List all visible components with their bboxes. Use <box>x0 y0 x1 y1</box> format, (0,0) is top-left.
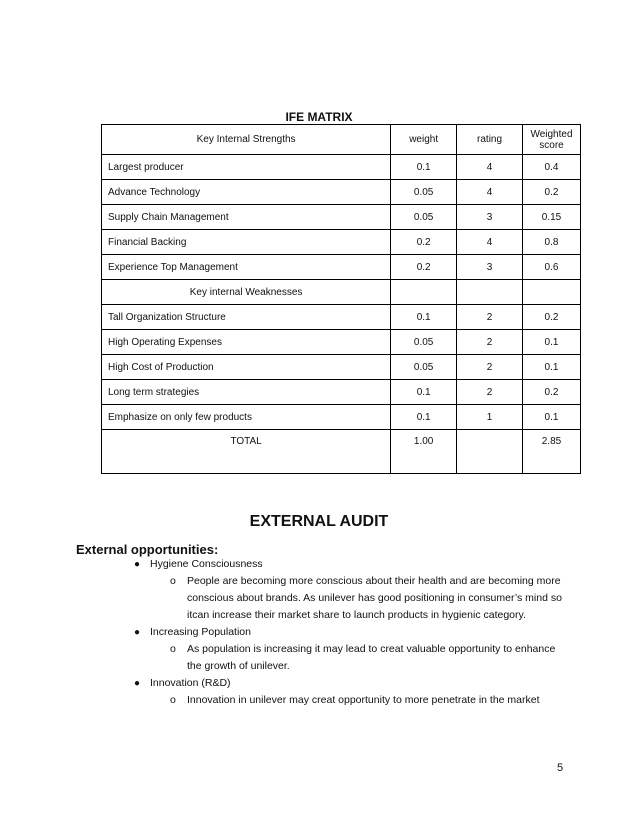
circle-bullet-icon: o <box>170 575 176 587</box>
bullet-icon: ● <box>134 559 141 570</box>
circle-bullet-icon: o <box>170 694 176 706</box>
score-cell: 0.2 <box>522 305 580 330</box>
header-factor: Key Internal Strengths <box>102 125 391 155</box>
weight-cell: 0.1 <box>391 155 457 180</box>
item-label: Hygiene Consciousness <box>150 558 263 570</box>
table-row <box>102 305 581 330</box>
score-cell: 0.2 <box>522 180 580 205</box>
total-row <box>102 430 581 474</box>
factor-cell: Tall Organization Structure <box>102 305 391 330</box>
score-cell: 0.4 <box>522 155 580 180</box>
list-item <box>0 624 638 641</box>
table-row <box>102 380 581 405</box>
weight-cell: 0.05 <box>391 180 457 205</box>
factor-cell: High Operating Expenses <box>102 330 391 355</box>
weight-cell: 0.05 <box>391 355 457 380</box>
score-cell: 0.2 <box>522 380 580 405</box>
empty-cell <box>522 280 580 305</box>
empty-cell <box>457 430 523 474</box>
table-row <box>102 230 581 255</box>
weight-cell: 0.1 <box>391 405 457 430</box>
score-cell: 0.1 <box>522 330 580 355</box>
item-detail: As population is increasing it may lead to creat valuable opportunity to enhance the growth of unilever. <box>187 643 556 672</box>
rating-cell: 2 <box>457 330 523 355</box>
header-rating: rating <box>457 125 523 155</box>
rating-cell: 2 <box>457 380 523 405</box>
ife-matrix-title: IFE MATRIX <box>285 110 353 124</box>
table-row <box>102 155 581 180</box>
table-row <box>102 255 581 280</box>
item-detail: People are becoming more conscious about their health and are becoming more conscious about brands. As unilever has good positioning in consumer’s mind so itcan increase their market share to launch products in hygienic category. <box>187 575 562 621</box>
page-number: 5 <box>557 762 564 774</box>
weight-cell: 0.2 <box>391 230 457 255</box>
list-subitem <box>0 692 638 709</box>
bullet-icon: ● <box>134 627 141 638</box>
table-row <box>102 355 581 380</box>
rating-cell: 3 <box>457 205 523 230</box>
factor-cell: Supply Chain Management <box>102 205 391 230</box>
list-item <box>0 556 638 573</box>
score-cell: 0.1 <box>522 355 580 380</box>
empty-cell <box>391 280 457 305</box>
external-opportunities-heading: External opportunities: <box>76 542 219 557</box>
factor-cell: Long term strategies <box>102 380 391 405</box>
factor-cell: Largest producer <box>102 155 391 180</box>
bullet-icon: ● <box>134 678 141 689</box>
factor-cell: Financial Backing <box>102 230 391 255</box>
table-row <box>102 405 581 430</box>
weaknesses-header: Key internal Weaknesses <box>102 280 391 305</box>
table-header-row <box>102 125 581 155</box>
total-weight: 1.00 <box>391 430 457 474</box>
score-cell: 0.15 <box>522 205 580 230</box>
score-cell: 0.6 <box>522 255 580 280</box>
rating-cell: 4 <box>457 180 523 205</box>
rating-cell: 4 <box>457 155 523 180</box>
factor-cell: Advance Technology <box>102 180 391 205</box>
total-score: 2.85 <box>522 430 580 474</box>
item-label: Increasing Population <box>150 626 251 638</box>
weight-cell: 0.05 <box>391 330 457 355</box>
opportunities-list <box>0 556 638 709</box>
table-row <box>102 205 581 230</box>
total-label: TOTAL <box>102 430 391 474</box>
table-row <box>102 330 581 355</box>
factor-cell: Experience Top Management <box>102 255 391 280</box>
external-audit-title: EXTERNAL AUDIT <box>249 513 389 530</box>
rating-cell: 3 <box>457 255 523 280</box>
item-detail: Innovation in unilever may creat opportunity to more penetrate in the market <box>187 694 540 706</box>
header-score: Weighted score <box>522 125 580 155</box>
rating-cell: 2 <box>457 355 523 380</box>
weight-cell: 0.1 <box>391 305 457 330</box>
list-subitem <box>0 641 638 675</box>
list-item <box>0 675 638 692</box>
rating-cell: 1 <box>457 405 523 430</box>
score-cell: 0.1 <box>522 405 580 430</box>
weight-cell: 0.05 <box>391 205 457 230</box>
header-weight: weight <box>391 125 457 155</box>
factor-cell: Emphasize on only few products <box>102 405 391 430</box>
score-cell: 0.8 <box>522 230 580 255</box>
weaknesses-header-row <box>102 280 581 305</box>
circle-bullet-icon: o <box>170 643 176 655</box>
rating-cell: 2 <box>457 305 523 330</box>
weight-cell: 0.2 <box>391 255 457 280</box>
empty-cell <box>457 280 523 305</box>
ife-matrix-table <box>101 124 581 474</box>
weight-cell: 0.1 <box>391 380 457 405</box>
table-row <box>102 180 581 205</box>
rating-cell: 4 <box>457 230 523 255</box>
item-label: Innovation (R&D) <box>150 677 231 689</box>
factor-cell: High Cost of Production <box>102 355 391 380</box>
list-subitem <box>0 573 638 624</box>
